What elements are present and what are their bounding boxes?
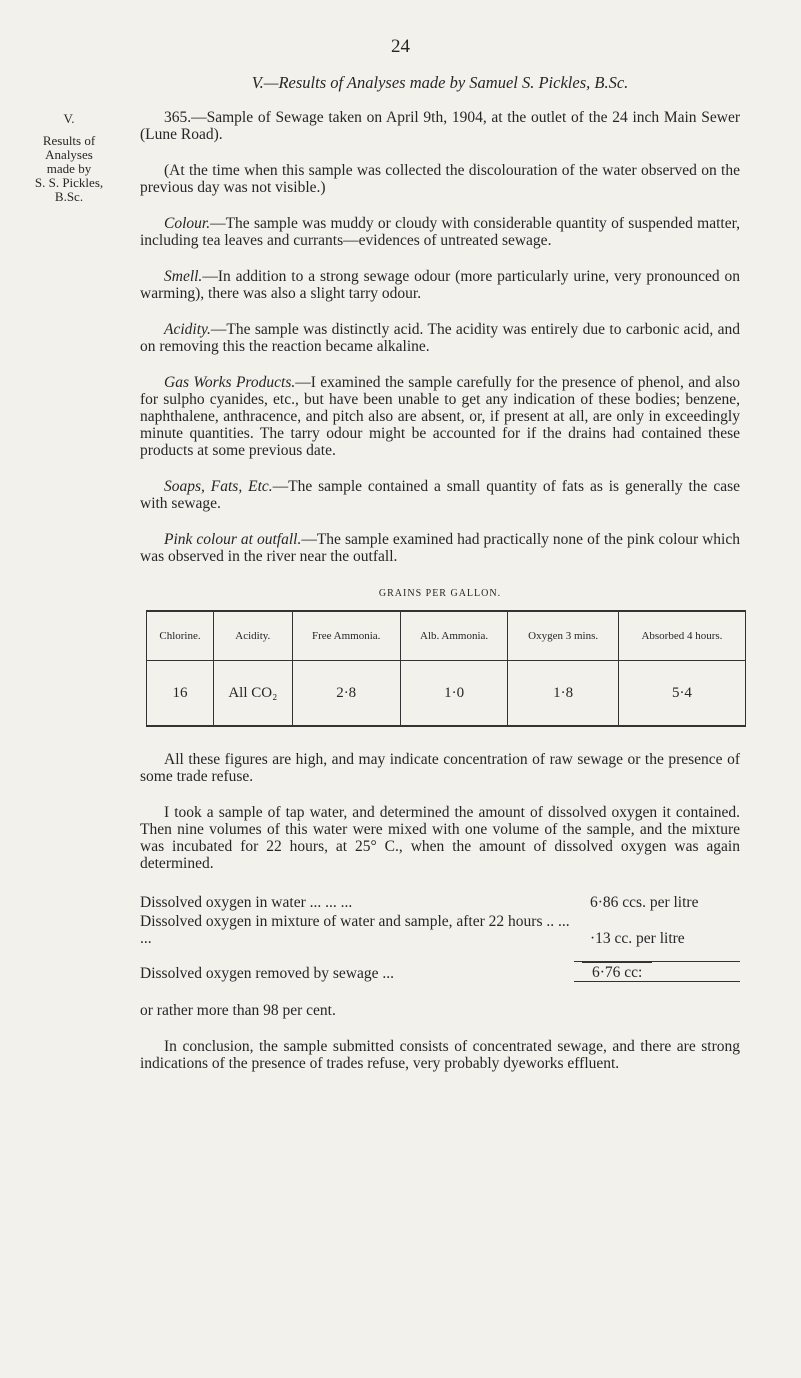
smell-label: Smell. [164,268,203,285]
header-oxygen-3-mins: Oxygen 3 mins. [508,611,618,661]
calc-value: 6·76 cc: [582,962,652,982]
table-title: GRAINS PER GALLON. [378,588,502,599]
percent-line: or rather more than 98 per cent. [140,1002,336,1019]
analysis-table [146,610,746,727]
soaps-label: Soaps, Fats, Etc. [164,478,273,495]
smell-text: —In addition to a strong sewage odour (more particularly urine, very pronounced on warming), there was also a slight tarry odour. [140,268,740,302]
page-number: 24 [391,36,410,57]
pink-label: Pink colour at outfall. [164,531,302,548]
cell-chlorine: 16 [147,661,214,727]
smell-paragraph [140,268,740,302]
margin-line: Results of [42,133,96,148]
cell-absorbed-4-hours: 5·4 [618,661,745,727]
margin-roman: V. [63,111,75,126]
collection-note: (At the time when this sample was collected the discolouration of the water observed on the previous day was not visible.) [140,162,740,196]
pink-paragraph [140,531,740,565]
conclusion-paragraph: In conclusion, the sample submitted consists of concentrated sewage, and there are strong indications of the presence of trades refuse, very probably dyeworks effluent. [140,1038,740,1072]
gas-label: Gas Works Products. [164,374,296,391]
header-absorbed-4-hours: Absorbed 4 hours. [618,611,745,661]
margin-line: B.Sc. [54,189,84,204]
header-free-ammonia: Free Ammonia. [292,611,400,661]
acidity-label: Acidity. [164,321,211,338]
calc-row-total [140,961,740,982]
oxygen-calculation [140,894,740,982]
calc-row [140,913,740,947]
cell-free-ammonia: 2·8 [292,661,400,727]
calc-value-wrap [574,961,740,982]
calc-label: Dissolved oxygen in water ... ... ... [140,894,353,911]
calc-row [140,894,740,911]
pink-text: —The sample examined had practically none of the pink colour which was observed in the river near the outfall. [140,531,740,565]
table-header-row [147,611,746,661]
calc-value: ·13 cc. per litre [590,930,685,947]
calc-label: Dissolved oxygen in mixture of water and sample, after 22 hours .. ... ... [140,913,570,947]
margin-line: made by [46,161,92,176]
sample-line: 365.—Sample of Sewage taken on April 9th, 1904, at the outlet of the 24 inch Main Sewer (Lune Road). [140,109,740,143]
header-acidity: Acidity. [213,611,292,661]
cell-acidity: All CO₂ [213,661,292,727]
tap-water-paragraph: I took a sample of tap water, and determined the amount of dissolved oxygen it contained. Then nine volumes of this water were mixed with one volume of the sample, and the mixture was incubated for 22 hours, at 25° C., when the amount of dissolved oxygen was again determined. [140,804,740,872]
table-row [147,661,746,727]
colour-paragraph [140,215,740,249]
margin-line: S. S. Pickles, [34,175,104,190]
soaps-paragraph [140,478,740,512]
calc-value: 6·86 ccs. per litre [590,894,699,911]
header-alb-ammonia: Alb. Ammonia. [400,611,508,661]
colour-label: Colour. [164,215,211,232]
gas-paragraph [140,374,740,459]
acidity-paragraph [140,321,740,355]
header-chlorine: Chlorine. [147,611,214,661]
acidity-text: —The sample was distinctly acid. The acidity was entirely due to carbonic acid, and on removing this the reaction became alkaline. [140,321,740,355]
page-heading: V.—Results of Analyses made by Samuel S. Pickles, B.Sc. [251,73,629,92]
cell-oxygen-3-mins: 1·8 [508,661,618,727]
gas-text: —I examined the sample carefully for the presence of phenol, and also for sulpho cyanides, etc., but have been unable to get any indication of these bodies; benzene, naphthalene, anthracence, and pitch also are absent, or, if present at all, are only in exceedingly minute quantities. The tarry odour might be accounted for if the drains had contained these products at some previous date. [140,374,740,459]
soaps-text: —The sample contained a small quantity of fats as is generally the case with sewage. [140,478,740,512]
cell-alb-ammonia: 1·0 [400,661,508,727]
figures-paragraph: All these figures are high, and may indicate concentration of raw sewage or the presence of some trade refuse. [140,751,740,785]
main-text [140,74,740,1072]
colour-text: —The sample was muddy or cloudy with considerable quantity of suspended matter, including tea leaves and currants—evidences of untreated sewage. [140,215,740,249]
margin-line: Analyses [45,147,93,162]
margin-note [30,112,108,204]
calc-label: Dissolved oxygen removed by sewage ... [140,965,394,982]
